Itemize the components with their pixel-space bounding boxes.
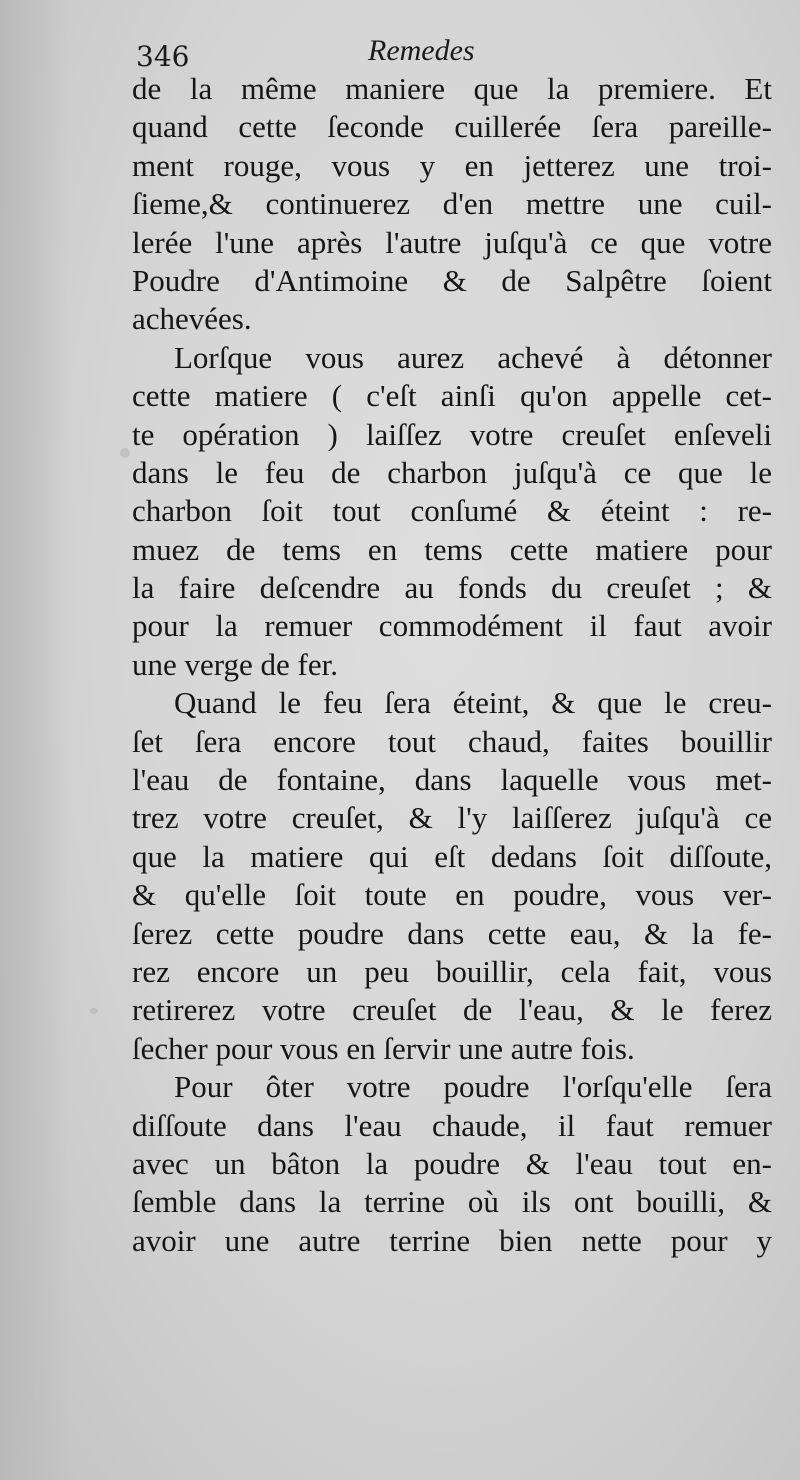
- text-line: trez votre creuſet, & l'y laiſſerez juſqu'à ce: [132, 800, 772, 836]
- text-line: & qu'elle ſoit toute en poudre, vous ver-: [132, 877, 772, 913]
- text-line: ſemble dans la terrine où ils ont bouilli, &: [132, 1184, 772, 1220]
- text-line: pour la remuer commodément il faut avoir: [132, 608, 772, 644]
- text-line: achevées.: [132, 301, 252, 337]
- running-head: [136, 30, 776, 74]
- text-line: te opération ) laiſſez votre creuſet enſeveli: [132, 416, 772, 452]
- text-line: muez de tems en tems cette matiere pour: [132, 531, 772, 567]
- text-line: lerée l'une après l'autre juſqu'à ce que votre: [132, 224, 772, 260]
- text-line: Poudre d'Antimoine & de Salpêtre ſoient: [132, 262, 772, 298]
- paragraph-first-line: Pour ôter votre poudre l'orſqu'elle ſera: [174, 1069, 772, 1105]
- page-number: 346: [136, 40, 190, 73]
- text-line: une verge de fer.: [132, 646, 338, 682]
- text-line: la faire deſcendre au fonds du creuſet ; &: [132, 570, 772, 606]
- text-line: l'eau de fontaine, dans laquelle vous met-: [132, 762, 772, 798]
- text-line: avec un bâton la poudre & l'eau tout en-: [132, 1145, 772, 1181]
- text-line: ſecher pour vous en ſervir une autre fois.: [132, 1030, 635, 1066]
- text-line: avoir une autre terrine bien nette pour y: [132, 1222, 772, 1258]
- paragraph-first-line: Quand le feu ſera éteint, & que le creu-: [174, 685, 772, 721]
- text-line: diſſoute dans l'eau chaude, il faut remuer: [132, 1107, 772, 1143]
- body-text: [132, 70, 772, 1260]
- text-line: ſieme,& continuerez d'en mettre une cuil-: [132, 186, 772, 222]
- text-line: rez encore un peu bouillir, cela fait, vous: [132, 953, 772, 989]
- text-line: que la matiere qui eſt dedans ſoit diſſoute,: [132, 838, 772, 874]
- text-line: retirerez votre creuſet de l'eau, & le ferez: [132, 992, 772, 1028]
- running-title: Remedes: [368, 34, 475, 67]
- paragraph-first-line: Lorſque vous aurez achevé à détonner: [174, 339, 772, 375]
- text-line: ſet ſera encore tout chaud, faites bouillir: [132, 723, 772, 759]
- text-line: quand cette ſeconde cuillerée ſera pareille-: [132, 109, 772, 145]
- page-shadow-edge: [0, 0, 70, 1480]
- text-line: charbon ſoit tout conſumé & éteint : re-: [132, 493, 772, 529]
- paper-smudge: [90, 1008, 98, 1014]
- text-line: dans le feu de charbon juſqu'à ce que le: [132, 454, 772, 490]
- text-line: ment rouge, vous y en jetterez une troi-: [132, 147, 772, 183]
- paper-smudge: [120, 448, 130, 458]
- text-line: ſerez cette poudre dans cette eau, & la fe-: [132, 915, 772, 951]
- text-line: cette matiere ( c'eſt ainſi qu'on appelle cet-: [132, 378, 772, 414]
- text-line: de la même maniere que la premiere. Et: [132, 71, 772, 106]
